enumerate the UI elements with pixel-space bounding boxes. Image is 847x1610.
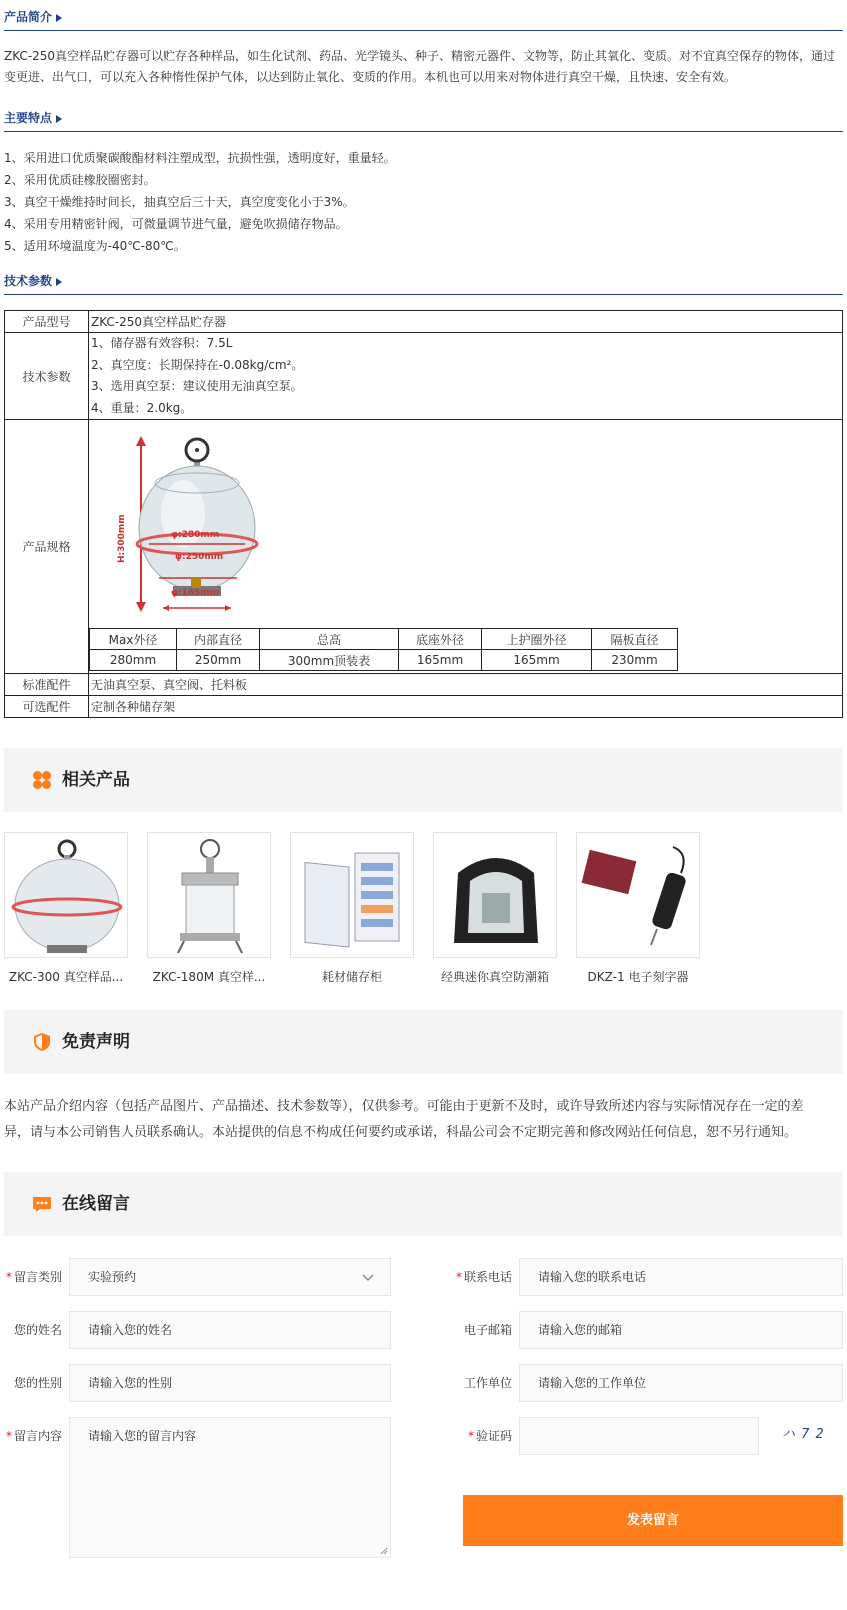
feature-item: 1、采用进口优质聚碳酸酯材料注塑成型，抗损性强，透明度好，重量轻。 xyxy=(4,151,396,165)
dimensions-value-row xyxy=(90,650,678,671)
product-image xyxy=(89,420,842,624)
message-label xyxy=(0,1417,62,1455)
tech-line: 4、重量：2.0kg。 xyxy=(91,400,193,415)
dim-header: 内部直径 xyxy=(177,629,260,650)
phone-input[interactable]: 请输入您的联系电话 xyxy=(519,1258,843,1296)
type-select[interactable] xyxy=(69,1258,391,1296)
spec-label: 标准配件 xyxy=(5,674,89,696)
related-product-card[interactable] xyxy=(433,832,557,985)
phone-label xyxy=(450,1258,512,1296)
section-title-text: 主要特点 xyxy=(4,111,53,125)
message-placeholder: 请输入您的留言内容 xyxy=(88,1429,197,1443)
dim-header: Max外径 xyxy=(90,629,177,650)
disclaimer-text xyxy=(4,1094,843,1146)
type-select-value: 实验预约 xyxy=(88,1270,137,1284)
spec-row-standard xyxy=(5,674,843,696)
dim-header: 隔板直径 xyxy=(592,629,678,650)
spec-table xyxy=(4,310,843,718)
dim-header: 上护圈外径 xyxy=(482,629,592,650)
related-product-image[interactable] xyxy=(290,832,414,958)
related-products-header xyxy=(4,748,843,812)
diameter-165-label: φ:165mm xyxy=(171,588,220,598)
feature-item: 4、采用专用精密针阀，可微量调节进气量，避免吹损储存物品。 xyxy=(4,217,348,231)
spec-value: ZKC-250真空样品贮存器 xyxy=(89,311,843,333)
grid-flower-icon xyxy=(32,770,52,790)
spec-row-tech xyxy=(5,333,843,420)
vacuum-chamber-thumb-icon xyxy=(5,833,128,958)
captcha-image[interactable]: ハ 7 2 xyxy=(782,1427,825,1442)
related-product-caption[interactable]: ZKC-180M 真空样... xyxy=(152,970,266,984)
features-list xyxy=(4,147,843,257)
disclaimer-line: 异，请与本公司销售人员联系确认。本站提供的信息不构成任何要约或承诺，科晶公司会不定期完善和修改网站任何信息，恕不另行通知。 xyxy=(4,1125,798,1140)
feature-item: 2、采用优质硅橡胶圈密封。 xyxy=(4,173,156,187)
height-dimension-label: H:300mm xyxy=(117,514,127,564)
related-product-card[interactable] xyxy=(576,832,700,985)
dim-value: 165mm xyxy=(399,650,482,671)
related-product-image[interactable] xyxy=(576,832,700,958)
dim-value: 230mm xyxy=(592,650,678,671)
section-title-intro xyxy=(4,6,843,31)
dim-value: 300mm顶装表 xyxy=(260,650,399,671)
related-product-card[interactable] xyxy=(290,832,414,985)
spec-row-optional xyxy=(5,696,843,718)
name-input[interactable]: 请输入您的姓名 xyxy=(69,1311,391,1349)
triangle-right-icon xyxy=(56,14,62,22)
section-title-params xyxy=(4,270,843,295)
intro-line: 变更进、出气口，可以充入各种惰性保护气体，以达到防止氧化、变质的作用。本机也可以用来对物体进行真空干燥，且快速、安全有效。 xyxy=(4,70,737,84)
chevron-down-icon xyxy=(362,1274,374,1282)
gender-label: 您的性别 xyxy=(13,1376,62,1390)
related-product-image[interactable] xyxy=(433,832,557,958)
resize-handle-icon[interactable] xyxy=(380,1547,388,1555)
dimensions-table xyxy=(89,628,678,671)
feature-item: 5、适用环境温度为-40℃-80℃。 xyxy=(4,239,186,253)
desiccator-box-thumb-icon xyxy=(434,833,557,958)
company-input[interactable]: 请输入您的工作单位 xyxy=(519,1364,843,1402)
required-mark: * xyxy=(455,1270,462,1284)
captcha-input[interactable] xyxy=(519,1417,759,1455)
dim-header: 总高 xyxy=(260,629,399,650)
dim-value: 250mm xyxy=(177,650,260,671)
dim-header: 底座外径 xyxy=(399,629,482,650)
tech-line: 1、储存器有效容积：7.5L xyxy=(91,336,233,350)
triangle-right-icon xyxy=(56,278,62,286)
dimensions-header-row xyxy=(90,629,678,650)
spec-row-size xyxy=(5,420,843,674)
spec-label: 产品规格 xyxy=(5,420,89,674)
section-title-text: 技术参数 xyxy=(4,274,53,288)
required-mark: * xyxy=(467,1429,474,1443)
engraver-pen-thumb-icon xyxy=(577,833,700,958)
section-title-text: 产品简介 xyxy=(4,10,53,24)
required-mark: * xyxy=(5,1270,12,1284)
tech-line: 3、选用真空泵：建议使用无油真空泵。 xyxy=(91,379,303,393)
email-input[interactable]: 请输入您的邮箱 xyxy=(519,1311,843,1349)
captcha-label xyxy=(450,1417,512,1455)
spec-value xyxy=(89,420,843,674)
gender-input[interactable]: 请输入您的性别 xyxy=(69,1364,391,1402)
type-label xyxy=(0,1258,62,1296)
tech-line: 2、真空度：长期保持在-0.08kg/cm²。 xyxy=(91,357,304,372)
spec-value xyxy=(89,333,843,420)
message-label-text: 留言内容 xyxy=(13,1429,62,1443)
type-label-text: 留言类别 xyxy=(13,1270,62,1284)
related-product-caption[interactable]: 经典迷你真空防潮箱 xyxy=(440,970,549,984)
related-product-caption[interactable]: 耗材储存柜 xyxy=(321,970,382,984)
related-product-caption[interactable]: DKZ-1 电子刻字器 xyxy=(587,970,689,984)
dim-value: 165mm xyxy=(482,650,592,671)
name-label: 您的姓名 xyxy=(13,1323,62,1337)
feature-item: 3、真空干燥维持时间长，抽真空后三十天，真空度变化小于3%。 xyxy=(4,195,355,209)
dim-value: 280mm xyxy=(90,650,177,671)
vacuum-chamber-image xyxy=(119,428,269,628)
captcha-label-text: 验证码 xyxy=(475,1429,512,1443)
required-mark: * xyxy=(5,1429,12,1443)
disclaimer-title: 免责声明 xyxy=(62,1032,130,1052)
message-form-header xyxy=(4,1172,843,1236)
related-product-caption[interactable]: ZKC-300 真空样品... xyxy=(8,970,124,984)
chat-bubble-icon xyxy=(32,1194,52,1214)
submit-button[interactable]: 发表留言 xyxy=(463,1495,843,1546)
related-products-title: 相关产品 xyxy=(62,770,130,790)
email-label: 电子邮箱 xyxy=(463,1323,512,1337)
related-product-card[interactable] xyxy=(147,832,271,985)
phone-label-text: 联系电话 xyxy=(463,1270,512,1284)
message-textarea[interactable] xyxy=(69,1417,391,1558)
spec-label: 技术参数 xyxy=(5,333,89,420)
disclaimer-line: 本站产品介绍内容（包括产品图片、产品描述、技术参数等），仅供参考。可能由于更新不及时，或许导致所述内容与实际情况存在一定的差 xyxy=(4,1099,804,1114)
storage-cabinet-thumb-icon xyxy=(291,833,414,958)
related-product-card[interactable] xyxy=(4,832,128,985)
spec-label: 产品型号 xyxy=(5,311,89,333)
company-label: 工作单位 xyxy=(463,1376,512,1390)
disclaimer-header xyxy=(4,1010,843,1074)
triangle-right-icon xyxy=(56,115,62,123)
vacuum-vessel-thumb-icon xyxy=(148,833,271,958)
spec-label: 可选配件 xyxy=(5,696,89,718)
shield-icon xyxy=(32,1032,52,1052)
related-product-image[interactable] xyxy=(147,832,271,958)
spec-row-model xyxy=(5,311,843,333)
diameter-250-label: φ:250mm xyxy=(175,552,224,562)
spec-value: 定制各种储存架 xyxy=(89,696,843,718)
intro-line: ZKC-250真空样品贮存器可以贮存各种样品，如生化试剂、药品、光学镜头、种子、精密元器件、文物等，防止其氧化、变质。对不宜真空保存的物体，通过 xyxy=(4,49,836,63)
related-product-image[interactable] xyxy=(4,832,128,958)
section-title-features xyxy=(4,107,843,132)
intro-text xyxy=(4,46,843,88)
message-form-title: 在线留言 xyxy=(62,1194,130,1214)
diameter-280-label: φ:280mm xyxy=(171,530,220,540)
spec-value: 无油真空泵、真空阀、托料板 xyxy=(89,674,843,696)
